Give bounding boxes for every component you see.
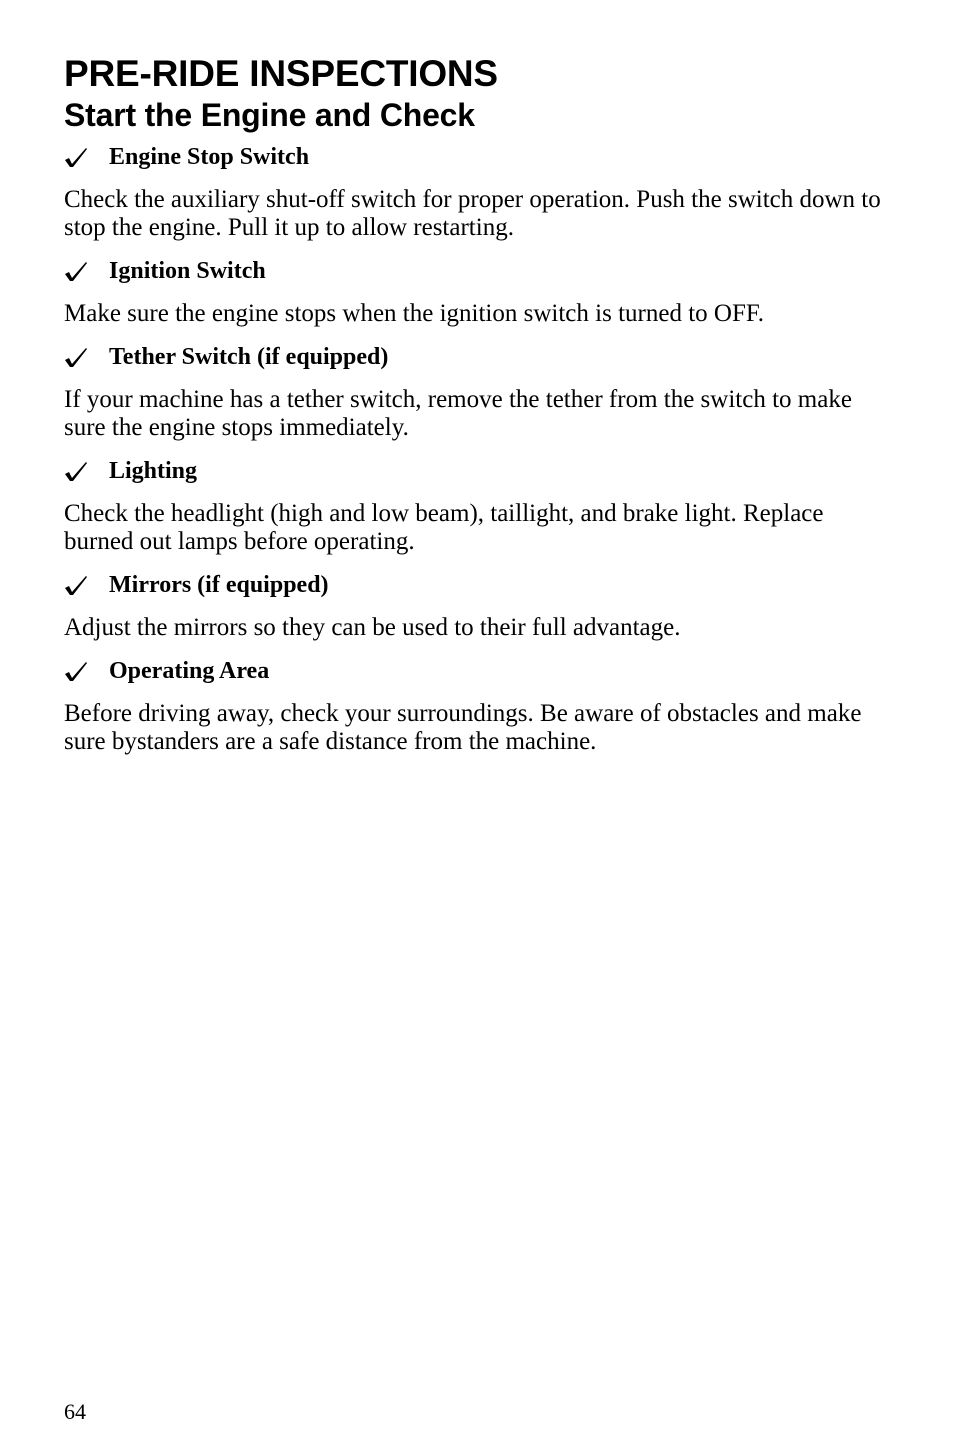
checkmark-icon [64,346,88,368]
checklist-item [64,338,884,442]
checklist-item-label: Lighting [109,458,198,484]
checklist-item-heading [64,252,884,290]
checklist-item-text: Check the headlight (high and low beam), taillight, and brake light. Replace burned out lamps before operating. [64,500,824,555]
manual-page [64,52,884,766]
checklist-item-text: Before driving away, check your surroundings. Be aware of obstacles and make sure bystanders are a safe distance from the machine. [64,700,862,755]
checklist-item-heading [64,566,884,604]
checkmark-icon [64,660,88,682]
checklist-item-text: Check the auxiliary shut-off switch for proper operation. Push the switch down to stop the engine. Pull it up to allow restarting. [64,186,881,241]
checklist-item-label: Operating Area [109,658,270,684]
page-subtitle: Start the Engine and Check [64,97,475,133]
checklist-item-heading [64,138,884,176]
checklist-item-heading [64,338,884,376]
checklist-item [64,452,884,556]
checkmark-icon [64,460,88,482]
checklist-item [64,252,884,328]
checklist-item [64,652,884,756]
checklist-item-label: Ignition Switch [109,258,266,284]
page-number: 64 [64,1399,86,1424]
checklist-item [64,138,884,242]
checklist-item [64,566,884,642]
checklist [64,138,884,756]
checklist-item-heading [64,652,884,690]
checklist-item-text: Adjust the mirrors so they can be used to their full advantage. [64,614,681,641]
checkmark-icon [64,146,88,168]
checklist-item-heading [64,452,884,490]
checklist-item-text: Make sure the engine stops when the ignition switch is turned to OFF. [64,300,764,327]
checklist-item-label: Mirrors (if equipped) [109,572,329,598]
checklist-item-label: Engine Stop Switch [109,144,310,170]
checkmark-icon [64,260,88,282]
checklist-item-text: If your machine has a tether switch, remove the tether from the switch to make sure the engine stops immediately. [64,386,852,441]
page-title: PRE-RIDE INSPECTIONS [64,53,498,94]
checklist-item-label: Tether Switch (if equipped) [109,344,389,370]
checkmark-icon [64,574,88,596]
